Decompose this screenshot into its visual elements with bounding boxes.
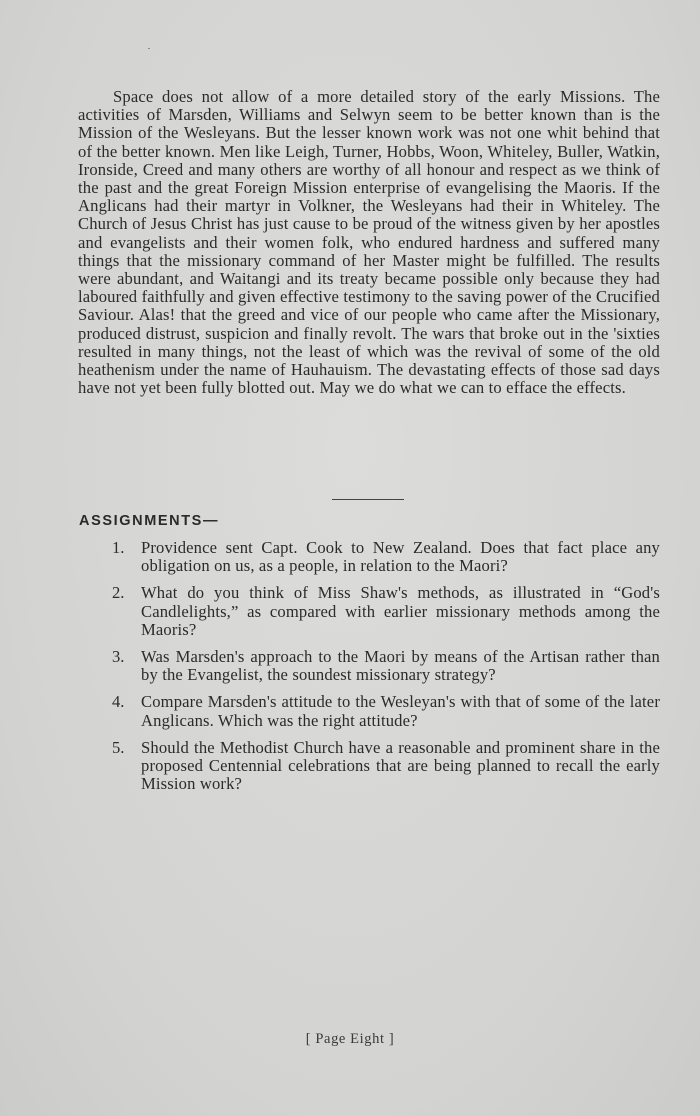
assignment-item (112, 739, 660, 794)
page-number-footer: [ Page Eight ] (305, 1031, 395, 1047)
assignment-number: 1. (112, 538, 125, 557)
assignment-item (112, 648, 660, 684)
assignment-text: Was Marsden's approach to the Maori by means of the Artisan rather than by the Evangelist, the soundest missionary strategy? (141, 647, 660, 685)
assignments-list (112, 539, 660, 802)
assignment-number: 2. (112, 583, 125, 603)
section-divider (332, 499, 404, 500)
assignment-item (112, 584, 660, 639)
assignment-text: Providence sent Capt. Cook to New Zealand. Does that fact place any obligation on us, as a people, in relation to the Maori? (141, 538, 660, 576)
assignment-text: Compare Marsden's attitude to the Wesleyan's with that of some of the later Anglicans. Which was the right attitude? (141, 692, 660, 730)
assignment-number: 5. (112, 737, 125, 757)
assignment-text: Should the Methodist Church have a reasonable and prominent share in the proposed Centennial celebrations that are being planned to recall the early Mission work? (141, 737, 660, 794)
body-paragraph: Space does not allow of a more detailed story of the early Missions. The activities of Marsden, Williams and Selwyn seem to be better known than is the Mission of the Wesleyans. But the lesser known work was not one whit behind that of the better known. Men like Leigh, Turner, Hobbs, Woon, Whiteley, Buller, Watkin, Ironside, Creed and many others are worthy of all honour and respect as we think of the past and the great Foreign Mission enterprise of evangelising the Maoris. If the Anglicans had their martyr in Volkner, the Wesleyans had their in Whiteley. The Church of Jesus Christ has just cause to be proud of the witness given by her apostles and evangelists and their women folk, who endured hardness and suffered many things that the missionary command of her Master might be fulfilled. The results were abundant, and Waitangi and its treaty became possible only because they had laboured faithfully and given effective testimony to the saving power of the Crucified Saviour. Alas! that the greed and vice of our people who came after the Missionary, produced distrust, suspicion and finally revolt. The wars that broke out in the 'sixties resulted in many things, not the least of which was the revival of some of the old heathenism under the name of Hauhauism. The devastating effects of those sad days have not yet been fully blotted out. May we do what we can to efface the effects. (78, 87, 660, 398)
assignment-item (112, 693, 660, 729)
assignments-heading: ASSIGNMENTS— (79, 513, 220, 529)
assignment-number: 4. (112, 692, 125, 712)
assignment-number: 3. (112, 647, 125, 667)
paper-speck (148, 48, 150, 49)
assignment-text: What do you think of Miss Shaw's methods, as illustrated in “God's Candlelights,” as compared with earlier missionary methods among the Maoris? (141, 583, 660, 639)
assignment-item (112, 539, 660, 575)
